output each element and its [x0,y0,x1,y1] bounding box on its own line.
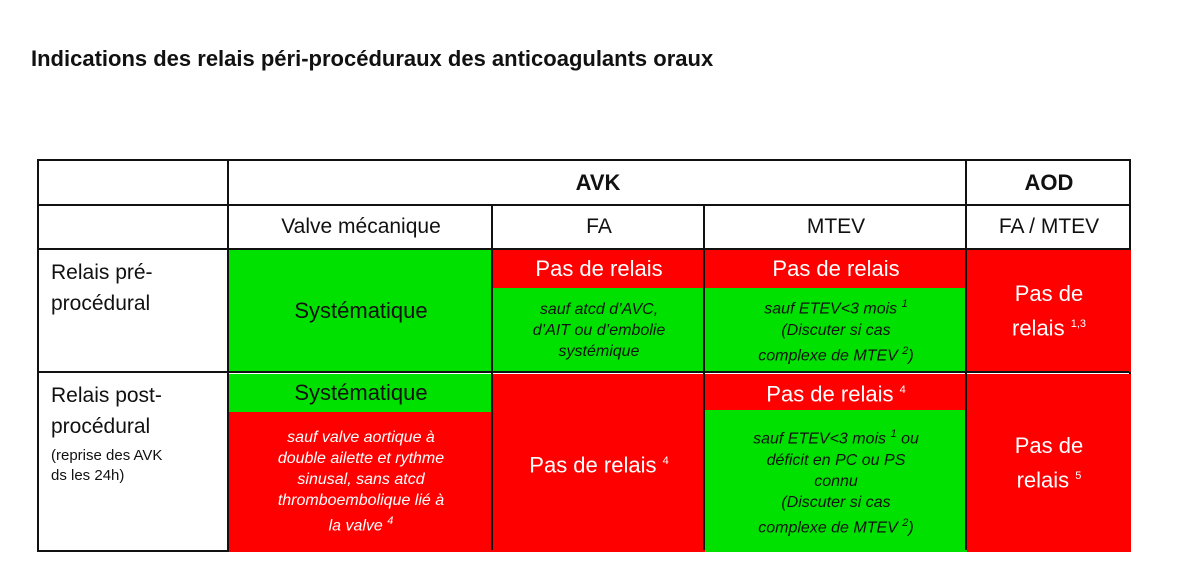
page-title: Indications des relais péri-procéduraux des anticoagulants oraux [31,46,714,71]
pre-mtev-head-cell [705,250,967,288]
pre-fa-head-cell [493,250,705,288]
col-header-valve: Valve mécanique [281,215,441,238]
pre-mtev-note-3-text: complexe de MTEV [758,346,898,364]
post-fa-label: Pas de relais [529,452,657,478]
post-mtev-note-3: connu [814,472,858,490]
post-valve-head: Systématique [294,380,428,405]
post-mtev-head-sup: 4 [899,383,906,396]
grid-line-v2 [491,205,493,550]
grid-line-h2 [39,248,1129,250]
relay-table [37,159,1131,552]
pre-mtev-note-1 [764,294,908,319]
pre-mtev-note-3 [758,341,914,366]
post-mtev-note-5 [758,513,914,538]
post-valve-note-5 [329,511,394,536]
pre-fa-head: Pas de relais [535,256,663,281]
post-mtev-note-5-text: complexe de MTEV [758,518,898,536]
pre-mtev-note-1-sup: 1 [901,298,908,311]
post-mtev-note-5-sup: 2 [902,516,909,529]
row-label-post-2: procédural [51,415,151,438]
grid-line-h3 [39,371,1129,373]
post-mtev-note-cell [705,410,967,552]
post-mtev-head-text: Pas de relais [766,381,894,407]
row-label-pre-1: Relais pré- [51,261,153,284]
post-valve-note-5-sup: 4 [387,515,394,528]
col-header-fa-mtev: FA / MTEV [998,215,1100,238]
col-header-fa: FA [586,215,612,238]
post-valve-note-1: sauf valve aortique à [287,429,435,447]
post-aod-line-2-text: relais [1016,467,1070,493]
post-valve-note-3: sinusal, sans atcd [297,471,425,489]
row-label-post [39,380,229,486]
post-valve-note-2: double ailette et rythme [277,450,445,468]
pre-mtev-note-cell [705,288,967,372]
post-mtev-head-cell [705,374,967,410]
post-aod-cell [967,374,1131,552]
avk-header: AVK [575,170,621,195]
post-mtev-note-1 [753,424,919,449]
post-valve-note-5-text: la valve [328,517,383,535]
pre-mtev-note-3-end: ) [908,346,914,364]
post-mtev-note-1-end: ou [901,430,919,448]
pre-fa-note-cell [493,288,705,372]
pre-fa-note-1: sauf atcd d’AVC, [539,300,659,318]
pre-aod-line-2 [1012,309,1086,343]
post-mtev-head [766,375,905,409]
pre-valve-text: Systématique [294,298,428,323]
post-fa-sup: 4 [662,454,669,467]
post-aod-line-2 [1017,461,1082,495]
post-valve-head-cell [229,374,493,412]
grid-line-v4 [965,161,967,550]
col-header-mtev: MTEV [806,215,866,238]
pre-aod-line-2-text: relais [1012,315,1065,341]
post-mtev-note-1-text: sauf ETEV<3 mois [753,430,887,448]
pre-fa-note-2: d’AIT ou d’embolie [532,321,666,339]
pre-mtev-note-2: (Discuter si cas [781,321,891,339]
pre-mtev-note-1-text: sauf ETEV<3 mois [764,300,898,318]
post-mtev-note-4: (Discuter si cas [781,493,891,511]
row-label-post-3: (reprise des AVK [51,447,163,464]
grid-line-v3 [703,205,705,550]
pre-aod-line-1: Pas de [1014,280,1084,306]
row-label-post-4: ds les 24h) [51,467,125,484]
row-label-pre-2: procédural [51,292,151,315]
pre-aod-cell [967,250,1131,372]
post-valve-note-4: thromboembolique lié à [277,492,445,510]
post-mtev-note-2: déficit en PC ou PS [766,451,906,469]
post-fa-text [529,446,668,480]
post-aod-sup: 5 [1075,469,1082,482]
pre-valve-cell [229,250,493,372]
pre-mtev-head: Pas de relais [772,256,900,281]
aod-header: AOD [1024,170,1074,195]
row-label-post-1: Relais post- [51,384,162,407]
pre-fa-note-3: systémique [558,342,640,360]
pre-mtev-note-3-sup: 2 [902,344,909,357]
post-mtev-note-1-sup: 1 [890,428,897,441]
pre-aod-sup: 1,3 [1070,317,1086,330]
post-aod-line-1: Pas de [1014,432,1084,458]
post-fa-cell [493,374,705,552]
row-label-pre [39,257,229,319]
grid-line-h1 [39,204,1129,206]
post-valve-note-cell [229,412,493,552]
post-mtev-note-5-end: ) [908,518,914,536]
grid-line-v1 [227,161,229,550]
